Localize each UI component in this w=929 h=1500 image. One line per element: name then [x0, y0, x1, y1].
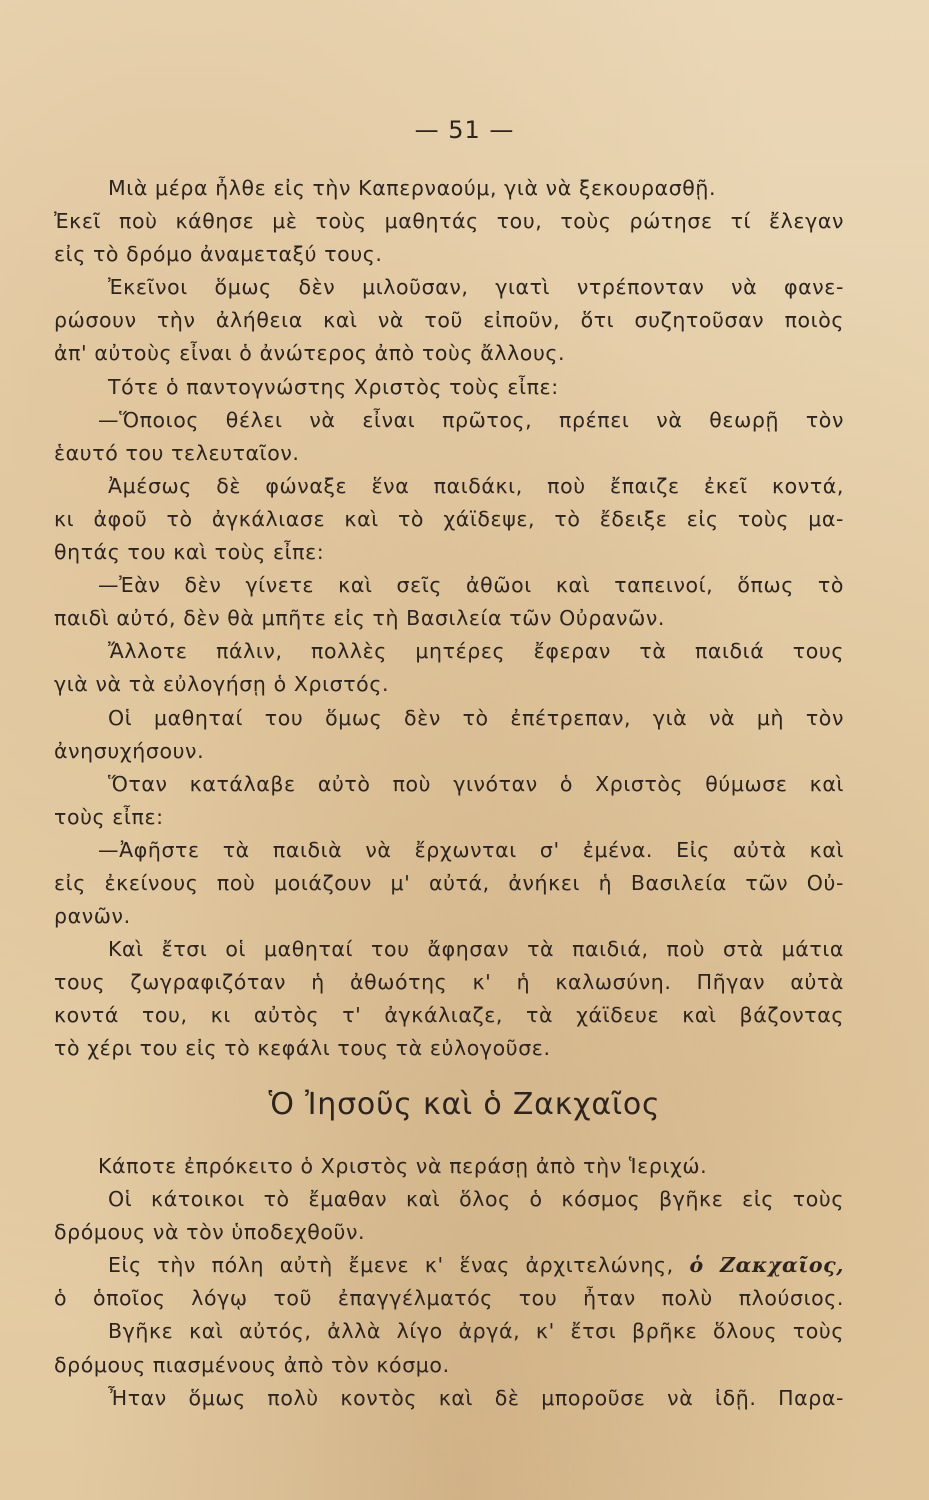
text-line: εἰς ἐκείνους ποὺ μοιάζουν μ' αὐτά, ἀνήκει ἡ Βασιλεία τῶν Οὐ-	[54, 870, 844, 895]
text-line: τοὺς εἶπε:	[54, 804, 164, 829]
emphasized-name: ὁ Ζακχαῖος,	[689, 1253, 844, 1278]
text-line: Ἄλλοτε πάλιν, πολλὲς μητέρες ἔφεραν τὰ παιδιά τους	[108, 639, 844, 664]
text-line: τὸ χέρι του εἰς τὸ κεφάλι τους τὰ εὐλογοῦσε.	[54, 1036, 551, 1061]
text-line: κοντά του, κι αὐτὸς τ' ἀγκάλιαζε, τὰ χάϊδευε καὶ βάζοντας	[54, 1003, 844, 1028]
text-line: κι ἀφοῦ τὸ ἀγκάλιασε καὶ τὸ χάϊδεψε, τὸ ἔδειξε εἰς τοὺς μα-	[54, 506, 844, 531]
text-segment: Εἰς τὴν πόλη αὐτὴ ἔμενε κ' ἕνας ἀρχιτελώνης,	[108, 1253, 674, 1278]
text-line: —Ἀφῆστε τὰ παιδιὰ νὰ ἔρχωνται σ' ἐμένα. Εἰς αὐτὰ καὶ	[98, 837, 844, 862]
text-line: Ἦταν ὅμως πολὺ κοντὸς καὶ δὲ μποροῦσε νὰ ἰδῇ. Παρα-	[108, 1385, 844, 1410]
text-line: —Ὅποιος θέλει νὰ εἶναι πρῶτος, πρέπει νὰ θεωρῇ τὸν	[98, 407, 844, 432]
text-line: ρώσουν τὴν ἀλήθεια καὶ νὰ τοῦ εἰποῦν, ὅτι συζητοῦσαν ποιὸς	[54, 308, 844, 333]
text-line: Κάποτε ἐπρόκειτο ὁ Χριστὸς νὰ περάσῃ ἀπὸ τὴν Ἱεριχώ.	[98, 1154, 708, 1178]
text-line: Τότε ὁ παντογνώστης Χριστὸς τοὺς εἶπε:	[108, 374, 559, 399]
text-line: Ἀμέσως δὲ φώναξε ἕνα παιδάκι, ποὺ ἔπαιζε ἐκεῖ κοντά,	[108, 473, 844, 498]
text-line: Οἱ κάτοικοι τὸ ἔμαθαν καὶ ὅλος ὁ κόσμος βγῆκε εἰς τοὺς	[108, 1187, 844, 1212]
text-line: Ἐκεῖνοι ὅμως δὲν μιλοῦσαν, γιατὶ ντρέπονταν νὰ φανε-	[108, 275, 844, 300]
text-line: δρόμους νὰ τὸν ὑποδεχθοῦν.	[54, 1220, 366, 1245]
text-line: Ἐκεῖ ποὺ κάθησε μὲ τοὺς μαθητάς του, τοὺς ρώτησε τί ἔλεγαν	[54, 209, 844, 234]
section-1-text	[54, 172, 844, 1066]
text-line: Ὅταν κατάλαβε αὐτὸ ποὺ γινόταν ὁ Χριστὸς θύμωσε καὶ	[108, 771, 844, 796]
section-heading: Ὁ Ἰησοῦς καὶ ὁ Ζακχαῖος	[268, 1087, 661, 1122]
text-line: γιὰ νὰ τὰ εὐλογήσῃ ὁ Χριστός.	[54, 672, 390, 697]
text-line: —Ἐὰν δὲν γίνετε καὶ σεῖς ἀθῶοι καὶ ταπεινοί, ὅπως τὸ	[98, 573, 844, 598]
text-line: θητάς του καὶ τοὺς εἶπε:	[54, 540, 325, 565]
text-line: Οἱ μαθηταί του ὅμως δὲν τὸ ἐπέτρεπαν, γιὰ νὰ μὴ τὸν	[108, 705, 844, 730]
text-line: ρανῶν.	[54, 904, 131, 929]
page-number: — 51 —	[414, 116, 515, 144]
text-line: ἑαυτό του τελευταῖον.	[54, 440, 300, 465]
text-line: ἀπ' αὐτοὺς εἶναι ὁ ἀνώτερος ἀπὸ τοὺς ἄλλους.	[54, 341, 566, 366]
text-line: παιδὶ αὐτό, δὲν θὰ μπῆτε εἰς τὴ Βασιλεία τῶν Οὐρανῶν.	[54, 606, 666, 631]
section-2-text	[54, 1150, 844, 1415]
text-line: Βγῆκε καὶ αὐτός, ἀλλὰ λίγο ἀργά, κ' ἔτσι βρῆκε ὅλους τοὺς	[108, 1319, 844, 1344]
text-line-with-emphasis	[54, 1249, 844, 1282]
text-line: εἰς τὸ δρόμο ἀναμεταξύ τους.	[54, 242, 383, 267]
text-line: Καὶ ἔτσι οἱ μαθηταί του ἄφησαν τὰ παιδιά, ποὺ στὰ μάτια	[108, 937, 844, 962]
text-line: Μιὰ μέρα ἦλθε εἰς τὴν Καπερναούμ, γιὰ νὰ ξεκουρασθῇ.	[108, 176, 717, 200]
text-line: τους ζωγραφιζόταν ἡ ἀθωότης κ' ἡ καλωσύνη. Πῆγαν αὐτὰ	[54, 970, 844, 995]
text-line: ἀνησυχήσουν.	[54, 738, 205, 763]
text-line: δρόμους πιασμένους ἀπὸ τὸν κόσμο.	[54, 1352, 450, 1377]
text-line: ὁ ὁποῖος λόγῳ τοῦ ἐπαγγέλματός του ἦταν πολὺ πλούσιος.	[54, 1286, 844, 1311]
